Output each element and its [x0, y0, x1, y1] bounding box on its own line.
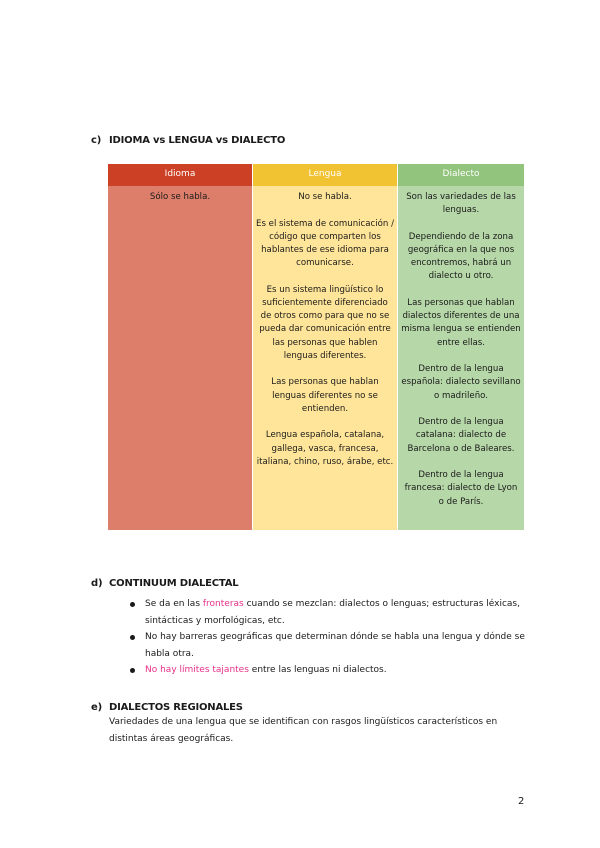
cell-lengua	[253, 186, 398, 530]
section-c-title: IDIOMA vs LENGUA vs DIALECTO	[109, 135, 286, 146]
section-e-title: DIALECTOS REGIONALES	[109, 702, 243, 713]
header-idioma: Idioma	[108, 164, 253, 186]
bullet-text: No hay barreras geográficas que determinan dónde se habla una lengua y dónde se habla otra.	[145, 632, 525, 659]
lengua-para: No se habla.	[298, 192, 352, 202]
section-c-heading	[91, 135, 285, 146]
lengua-para: Las personas que hablan lenguas diferentes no se entienden.	[271, 377, 379, 414]
bullet-text: cuando se mezclan: dialectos o lenguas; estructuras léxicas, sintácticas y morfológicas, etc.	[145, 599, 520, 626]
bullet-icon	[130, 668, 135, 673]
section-d-label: d)	[91, 578, 103, 589]
cell-idioma: Sólo se habla.	[108, 186, 253, 530]
dialecto-para: Dentro de la lengua catalana: dialecto de Barcelona o de Baleares.	[407, 417, 515, 454]
dialecto-para: Dependiendo de la zona geográfica en la que nos encontremos, habrá un dialecto u otro.	[407, 231, 515, 282]
dialecto-para: Dentro de la lengua española: dialecto sevillano o madrileño.	[401, 364, 521, 401]
header-lengua: Lengua	[253, 164, 398, 186]
lengua-para: Es un sistema lingüístico lo suficientemente diferenciado de otros como para que no se pueda dar comunicación entre las personas que hablen lenguas diferentes.	[259, 284, 391, 361]
section-d-heading	[91, 578, 238, 589]
dialecto-para: Las personas que hablan dialectos diferentes de una misma lengua se entienden entre ellas.	[401, 298, 521, 348]
list-item	[130, 629, 530, 662]
dialecto-para: Son las variedades de las lenguas.	[406, 192, 516, 216]
highlight-text: No hay límites tajantes	[145, 665, 249, 675]
list-item	[130, 662, 530, 679]
highlight-text: fronteras	[202, 599, 244, 609]
lengua-para: Lengua española, catalana, gallega, vasca, francesa, italiana, chino, ruso, árabe, etc.	[256, 430, 394, 467]
section-d-title: CONTINUUM DIALECTAL	[109, 578, 239, 589]
bullet-text: entre las lenguas ni dialectos.	[248, 665, 387, 675]
bullet-icon	[130, 602, 135, 607]
page-number: 2	[518, 796, 525, 807]
section-c-label: c)	[91, 135, 102, 146]
section-e-text: Variedades de una lengua que se identifican con rasgos lingüísticos característicos en distintas áreas geográficas.	[109, 717, 498, 744]
cell-dialecto	[398, 186, 525, 530]
list-item	[130, 596, 530, 629]
comparison-table	[108, 164, 525, 530]
section-e-heading	[91, 702, 243, 713]
bullet-icon	[130, 635, 135, 640]
lengua-para: Es el sistema de comunicación / código que comparten los hablantes de ese idioma para comunicarse.	[256, 218, 394, 269]
section-e-label: e)	[91, 702, 102, 713]
bullet-text: Se da en las	[145, 599, 203, 609]
continuum-bullet-list	[130, 596, 530, 679]
dialecto-para: Dentro de la lengua francesa: dialecto de Lyon o de París.	[404, 470, 518, 507]
header-dialecto: Dialecto	[398, 164, 525, 186]
